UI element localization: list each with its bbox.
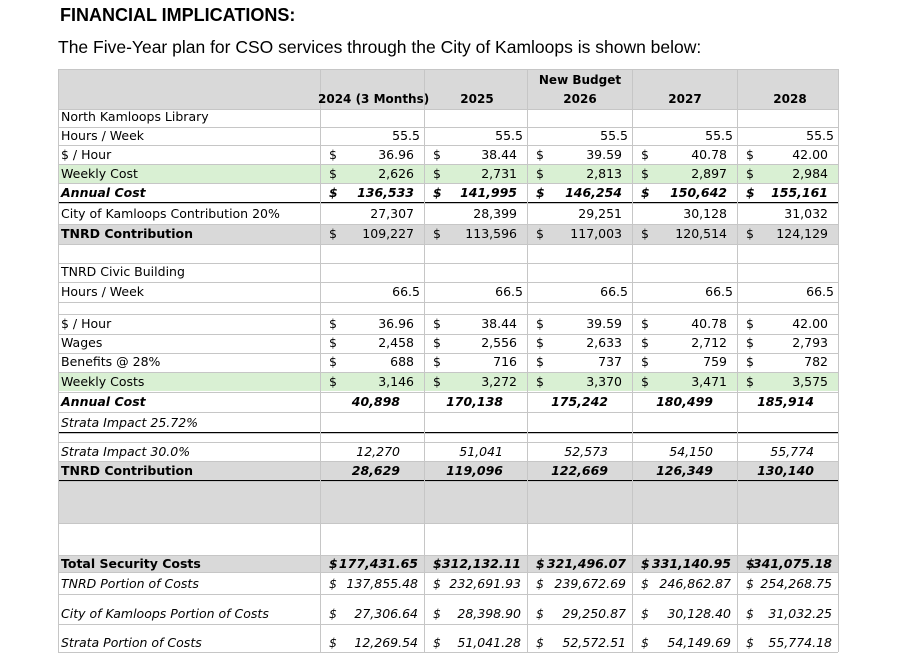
table-header-band xyxy=(58,69,320,109)
civic-weekly-costs-dollar-sign: $ xyxy=(641,374,649,389)
total-security-value: 321,496.07 xyxy=(546,556,626,571)
civic-per-hour-dollar-sign: $ xyxy=(433,316,441,331)
total-security-value: 312,132.11 xyxy=(441,556,521,571)
civic-benefits-dollar-sign: $ xyxy=(641,354,649,369)
nk-city-contribution-value: 28,399 xyxy=(473,206,517,221)
new-budget-header: New Budget xyxy=(538,73,622,87)
grid-row-line xyxy=(58,433,838,434)
civic-annual-cost-value: 40,898 xyxy=(351,394,400,409)
civic-per-hour-dollar-sign: $ xyxy=(746,316,754,331)
civic-strata-30-label: Strata Impact 30.0% xyxy=(61,444,191,459)
grid-row-line xyxy=(58,652,838,653)
civic-wages-dollar-sign: $ xyxy=(536,335,544,350)
civic-benefits-value: 716 xyxy=(493,354,517,369)
civic-benefits-dollar-sign: $ xyxy=(536,354,544,369)
civic-strata-30-value: 12,270 xyxy=(356,444,400,459)
nk-hours-value: 55.5 xyxy=(806,128,834,143)
nk-per-hour-dollar-sign: $ xyxy=(746,147,754,162)
total-security-label: Total Security Costs xyxy=(61,556,201,571)
nk-hours-value: 55.5 xyxy=(495,128,523,143)
city-portion-dollar-sign: $ xyxy=(641,606,649,621)
strata-portion-dollar-sign: $ xyxy=(329,635,337,650)
city-portion-value: 30,128.40 xyxy=(667,606,731,621)
civic-tnrd-contribution-value: 122,669 xyxy=(551,463,608,478)
nk-hours-value: 55.5 xyxy=(705,128,733,143)
nk-hours-value: 55.5 xyxy=(392,128,420,143)
nk-tnrd-contribution-value: 117,003 xyxy=(570,226,622,241)
nk-city-contribution-value: 29,251 xyxy=(578,206,622,221)
nk-city-contribution-value: 30,128 xyxy=(683,206,727,221)
civic-per-hour-value: 36.96 xyxy=(378,316,414,331)
nk-per-hour-dollar-sign: $ xyxy=(536,147,544,162)
nk-library-title: North Kamloops Library xyxy=(61,109,209,124)
civic-weekly-costs-dollar-sign: $ xyxy=(433,374,441,389)
civic-per-hour-dollar-sign: $ xyxy=(536,316,544,331)
nk-tnrd-contribution-dollar-sign: $ xyxy=(329,226,337,241)
civic-strata-30-value: 52,573 xyxy=(564,444,608,459)
nk-tnrd-contribution-value: 109,227 xyxy=(362,226,414,241)
section-heading: FINANCIAL IMPLICATIONS: xyxy=(60,5,296,25)
tnrd-portion-value: 239,672.69 xyxy=(554,576,626,591)
nk-weekly-cost-value: 2,897 xyxy=(691,166,727,181)
nk-annual-cost-label: Annual Cost xyxy=(61,185,146,200)
grid-column-line xyxy=(838,69,839,652)
civic-wages-label: Wages xyxy=(61,335,103,350)
civic-strata-30-value: 54,150 xyxy=(669,444,713,459)
civic-per-hour-value: 39.59 xyxy=(586,316,622,331)
nk-city-contribution-value: 31,032 xyxy=(784,206,828,221)
tnrd-portion-value: 137,855.48 xyxy=(346,576,418,591)
nk-weekly-cost-label: Weekly Cost xyxy=(61,166,138,181)
civic-benefits-label: Benefits @ 28% xyxy=(61,354,161,369)
total-rule xyxy=(58,480,838,481)
intro-text: The Five-Year plan for CSO services through the City of Kamloops is shown below: xyxy=(58,37,702,57)
nk-weekly-cost-value: 2,813 xyxy=(586,166,622,181)
grid-row-line xyxy=(58,594,838,595)
civic-hours-value: 66.5 xyxy=(600,284,628,299)
civic-per-hour-dollar-sign: $ xyxy=(329,316,337,331)
city-portion-value: 31,032.25 xyxy=(768,606,832,621)
nk-per-hour-dollar-sign: $ xyxy=(329,147,337,162)
city-portion-value: 27,306.64 xyxy=(354,606,418,621)
civic-wages-dollar-sign: $ xyxy=(329,335,337,350)
civic-tnrd-contribution-value: 130,140 xyxy=(757,463,814,478)
strata-portion-value: 12,269.54 xyxy=(354,635,418,650)
civic-strata-30-value: 51,041 xyxy=(459,444,503,459)
nk-tnrd-contribution-label: TNRD Contribution xyxy=(61,226,194,241)
nk-annual-cost-value: 150,642 xyxy=(670,185,727,200)
nk-per-hour-value: 36.96 xyxy=(378,147,414,162)
civic-benefits-value: 782 xyxy=(804,354,828,369)
nk-annual-cost-dollar-sign: $ xyxy=(536,185,545,200)
strata-portion-dollar-sign: $ xyxy=(746,635,754,650)
nk-annual-cost-dollar-sign: $ xyxy=(329,185,338,200)
strata-portion-value: 55,774.18 xyxy=(768,635,832,650)
nk-annual-cost-value: 141,995 xyxy=(460,185,517,200)
year-column-header: 2026 xyxy=(563,92,597,106)
civic-weekly-costs-dollar-sign: $ xyxy=(536,374,544,389)
year-column-header: 2025 xyxy=(460,92,494,106)
nk-city-contribution-label: City of Kamloops Contribution 20% xyxy=(61,206,280,221)
year-column-header: 2024 (3 Months) xyxy=(318,92,430,106)
nk-weekly-cost-dollar-sign: $ xyxy=(433,166,441,181)
civic-annual-cost-value: 185,914 xyxy=(757,394,814,409)
civic-wages-dollar-sign: $ xyxy=(746,335,754,350)
civic-weekly-costs-value: 3,575 xyxy=(792,374,828,389)
civic-wages-value: 2,633 xyxy=(586,335,622,350)
nk-weekly-cost-value: 2,626 xyxy=(378,166,414,181)
nk-weekly-cost-dollar-sign: $ xyxy=(329,166,337,181)
civic-per-hour-value: 38.44 xyxy=(481,316,517,331)
civic-benefits-value: 759 xyxy=(703,354,727,369)
nk-per-hour-value: 42.00 xyxy=(792,147,828,162)
civic-tnrd-contribution-value: 119,096 xyxy=(446,463,503,478)
nk-tnrd-contribution-value: 120,514 xyxy=(675,226,727,241)
strata-portion-dollar-sign: $ xyxy=(536,635,544,650)
tnrd-portion-dollar-sign: $ xyxy=(433,576,441,591)
nk-annual-cost-value: 155,161 xyxy=(771,185,828,200)
nk-annual-cost-dollar-sign: $ xyxy=(746,185,755,200)
nk-per-hour-value: 39.59 xyxy=(586,147,622,162)
nk-tnrd-contribution-dollar-sign: $ xyxy=(641,226,649,241)
total-security-value: 177,431.65 xyxy=(338,556,418,571)
strata-portion-dollar-sign: $ xyxy=(433,635,441,650)
civic-tnrd-contribution-label: TNRD Contribution xyxy=(61,463,194,478)
civic-benefits-dollar-sign: $ xyxy=(746,354,754,369)
grid-row-line xyxy=(58,244,838,245)
civic-per-hour-value: 40.78 xyxy=(691,316,727,331)
nk-weekly-cost-value: 2,731 xyxy=(481,166,517,181)
tnrd-portion-label: TNRD Portion of Costs xyxy=(61,576,199,591)
civic-benefits-dollar-sign: $ xyxy=(329,354,337,369)
nk-annual-cost-dollar-sign: $ xyxy=(433,185,442,200)
tnrd-portion-dollar-sign: $ xyxy=(641,576,649,591)
nk-per-hour-dollar-sign: $ xyxy=(641,147,649,162)
civic-wages-value: 2,793 xyxy=(792,335,828,350)
civic-wages-dollar-sign: $ xyxy=(433,335,441,350)
strata-portion-value: 52,572.51 xyxy=(562,635,626,650)
civic-strata-30-value: 55,774 xyxy=(770,444,814,459)
nk-hours-value: 55.5 xyxy=(600,128,628,143)
civic-wages-value: 2,458 xyxy=(378,335,414,350)
civic-per-hour-dollar-sign: $ xyxy=(641,316,649,331)
nk-annual-cost-dollar-sign: $ xyxy=(641,185,650,200)
nk-city-contribution-value: 27,307 xyxy=(370,206,414,221)
nk-tnrd-contribution-dollar-sign: $ xyxy=(536,226,544,241)
grid-column-line xyxy=(58,69,59,652)
nk-per-hour-dollar-sign: $ xyxy=(433,147,441,162)
grid-row-line xyxy=(58,624,838,625)
civic-wages-value: 2,556 xyxy=(481,335,517,350)
strata-portion-dollar-sign: $ xyxy=(641,635,649,650)
civic-tnrd-contribution-value: 28,629 xyxy=(351,463,400,478)
city-portion-value: 29,250.87 xyxy=(562,606,626,621)
city-portion-dollar-sign: $ xyxy=(536,606,544,621)
tnrd-portion-dollar-sign: $ xyxy=(329,576,337,591)
civic-weekly-costs-dollar-sign: $ xyxy=(329,374,337,389)
civic-benefits-value: 737 xyxy=(598,354,622,369)
grid-row-line xyxy=(58,203,838,204)
tnrd-portion-dollar-sign: $ xyxy=(746,576,754,591)
year-column-header: 2027 xyxy=(668,92,702,106)
nk-annual-cost-value: 136,533 xyxy=(357,185,414,200)
civic-weekly-costs-value: 3,471 xyxy=(691,374,727,389)
civic-weekly-costs-dollar-sign: $ xyxy=(746,374,754,389)
total-rule xyxy=(58,202,838,203)
nk-per-hour-label: $ / Hour xyxy=(61,147,112,162)
nk-weekly-cost-dollar-sign: $ xyxy=(536,166,544,181)
civic-annual-cost-value: 170,138 xyxy=(446,394,503,409)
civic-annual-cost-value: 175,242 xyxy=(551,394,608,409)
nk-hours-label: Hours / Week xyxy=(61,128,145,143)
grid-row-line xyxy=(58,481,838,482)
civic-annual-cost-value: 180,499 xyxy=(656,394,713,409)
strata-portion-value: 54,149.69 xyxy=(667,635,731,650)
civic-title: TNRD Civic Building xyxy=(61,264,185,279)
total-security-dollar-sign: $ xyxy=(536,556,545,571)
total-security-value: 331,140.95 xyxy=(651,556,731,571)
civic-benefits-value: 688 xyxy=(390,354,414,369)
total-security-dollar-sign: $ xyxy=(329,556,338,571)
total-rule xyxy=(58,432,838,433)
city-portion-label: City of Kamloops Portion of Costs xyxy=(61,606,269,621)
tnrd-portion-value: 246,862.87 xyxy=(659,576,731,591)
total-security-dollar-sign: $ xyxy=(641,556,650,571)
civic-hours-label: Hours / Week xyxy=(61,284,145,299)
nk-weekly-cost-dollar-sign: $ xyxy=(641,166,649,181)
city-portion-dollar-sign: $ xyxy=(746,606,754,621)
tnrd-portion-value: 232,691.93 xyxy=(449,576,521,591)
nk-tnrd-contribution-value: 124,129 xyxy=(776,226,828,241)
nk-annual-cost-value: 146,254 xyxy=(565,185,622,200)
civic-hours-value: 66.5 xyxy=(806,284,834,299)
grid-row-line xyxy=(58,302,838,303)
strata-portion-label: Strata Portion of Costs xyxy=(61,635,202,650)
tnrd-portion-value: 254,268.75 xyxy=(760,576,832,591)
year-column-header: 2028 xyxy=(773,92,807,106)
civic-hours-value: 66.5 xyxy=(705,284,733,299)
civic-weekly-costs-value: 3,370 xyxy=(586,374,622,389)
civic-hours-value: 66.5 xyxy=(392,284,420,299)
civic-weekly-costs-label: Weekly Costs xyxy=(61,374,145,389)
strata-portion-value: 51,041.28 xyxy=(457,635,521,650)
civic-benefits-dollar-sign: $ xyxy=(433,354,441,369)
civic-per-hour-label: $ / Hour xyxy=(61,316,112,331)
civic-hours-value: 66.5 xyxy=(495,284,523,299)
nk-tnrd-contribution-value: 113,596 xyxy=(465,226,517,241)
grid-row-line xyxy=(58,69,838,70)
total-security-dollar-sign: $ xyxy=(746,556,755,571)
total-security-dollar-sign: $ xyxy=(433,556,442,571)
nk-tnrd-contribution-dollar-sign: $ xyxy=(746,226,754,241)
civic-strata-2572-label: Strata Impact 25.72% xyxy=(61,415,199,430)
civic-wages-dollar-sign: $ xyxy=(641,335,649,350)
grid-row-line xyxy=(58,523,838,524)
tnrd-portion-dollar-sign: $ xyxy=(536,576,544,591)
civic-annual-cost-label: Annual Cost xyxy=(61,394,146,409)
nk-tnrd-contribution-dollar-sign: $ xyxy=(433,226,441,241)
civic-per-hour-value: 42.00 xyxy=(792,316,828,331)
nk-per-hour-value: 38.44 xyxy=(481,147,517,162)
civic-wages-value: 2,712 xyxy=(691,335,727,350)
grid-row-line xyxy=(58,412,838,413)
total-security-value: 341,075.18 xyxy=(752,556,832,571)
civic-weekly-costs-value: 3,146 xyxy=(378,374,414,389)
nk-weekly-cost-value: 2,984 xyxy=(792,166,828,181)
civic-tnrd-contribution-value: 126,349 xyxy=(656,463,713,478)
civic-weekly-costs-value: 3,272 xyxy=(481,374,517,389)
nk-per-hour-value: 40.78 xyxy=(691,147,727,162)
city-portion-value: 28,398.90 xyxy=(457,606,521,621)
nk-weekly-cost-dollar-sign: $ xyxy=(746,166,754,181)
city-portion-dollar-sign: $ xyxy=(433,606,441,621)
city-portion-dollar-sign: $ xyxy=(329,606,337,621)
